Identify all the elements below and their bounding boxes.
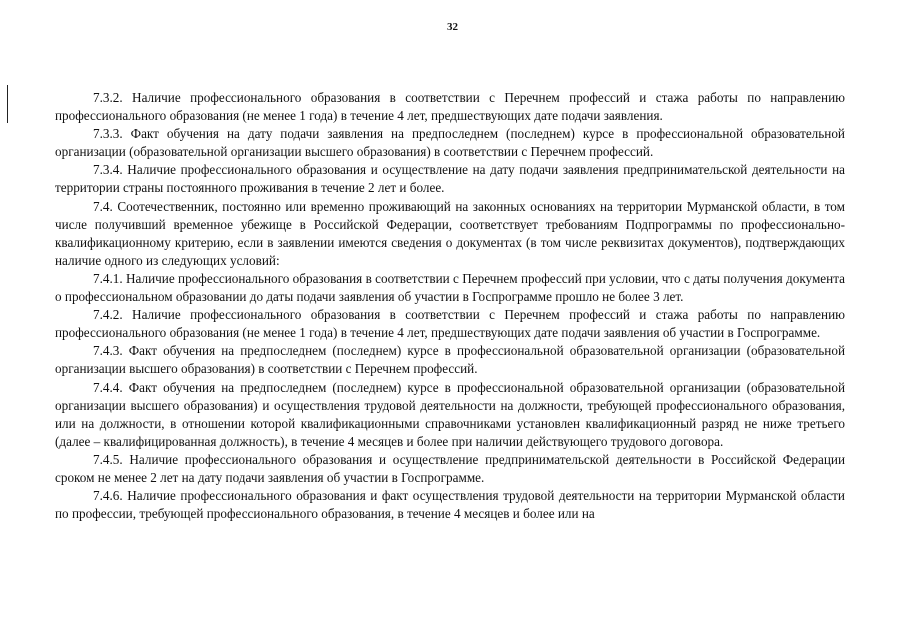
margin-mark [7, 85, 8, 123]
page-number: 32 [447, 21, 458, 33]
paragraph-7-4-4: 7.4.4. Факт обучения на предпоследнем (последнем) курсе в профессиональной образовательной организации (образовательной организации высшего образования) и осуществления трудовой деятельности на должности, требующей профессионального образования, или на должности, в отношении которой квалификационными справочниками установлен квалификационный разряд не ниже третьего (далее – квалифицированная должность), в течение 4 месяцев и более при наличии действующего трудового договора. [55, 379, 845, 449]
paragraph-7-4: 7.4. Соотечественник, постоянно или временно проживающий на законных основаниях на территории Мурманской области, в том числе получивший временное убежище в Российской Федерации, соответствует требованиям Подпрограммы по профессионально-квалификационному критерию, если в заявлении имеются сведения о документах (в том числе реквизитах документов), подтверждающих наличие одного из следующих условий: [55, 198, 845, 268]
paragraph-7-3-4: 7.3.4. Наличие профессионального образования и осуществление на дату подачи заявления предпринимательской деятельности на территории страны постоянного проживания в течение 2 лет и более. [55, 162, 845, 196]
paragraph-7-4-2: 7.4.2. Наличие профессионального образования в соответствии с Перечнем профессий и стажа работы по направлению профессионального образования (не менее 1 года) в течение 4 лет, предшествующих дате подачи заявления об участии в Госпрограмме. [55, 307, 845, 341]
paragraph-7-4-1: 7.4.1. Наличие профессионального образования в соответствии с Перечнем профессий при условии, что с даты получения документа о профессиональном образовании до даты подачи заявления об участии в Госпрограмме прошло не более 3 лет. [55, 270, 845, 305]
paragraph-7-3-3: 7.3.3. Факт обучения на дату подачи заявления на предпоследнем (последнем) курсе в профессиональной образовательной организации (образовательной организации высшего образования) в соответствии с Перечнем профессий. [55, 126, 845, 160]
paragraph-7-4-3: 7.4.3. Факт обучения на предпоследнем (последнем) курсе в профессиональной образовательной организации (образовательной организации высшего образования) в соответствии с Перечнем профессий. [55, 343, 845, 377]
document-body [55, 89, 845, 523]
paragraph-7-4-6: 7.4.6. Наличие профессионального образования и факт осуществления трудовой деятельности на территории Мурманской области по профессии, требующей профессионального образования, в течение 4 месяцев и более или на [55, 488, 845, 522]
paragraph-7-3-2: 7.3.2. Наличие профессионального образования в соответствии с Перечнем профессий и стажа работы по направлению профессионального образования (не менее 1 года) в течение 4 лет, предшествующих дате подачи заявления. [55, 90, 845, 124]
paragraph-7-4-5: 7.4.5. Наличие профессионального образования и осуществление предпринимательской деятельности в Российской Федерации сроком не менее 2 лет на дату подачи заявления об участии в Госпрограмме. [55, 451, 845, 485]
